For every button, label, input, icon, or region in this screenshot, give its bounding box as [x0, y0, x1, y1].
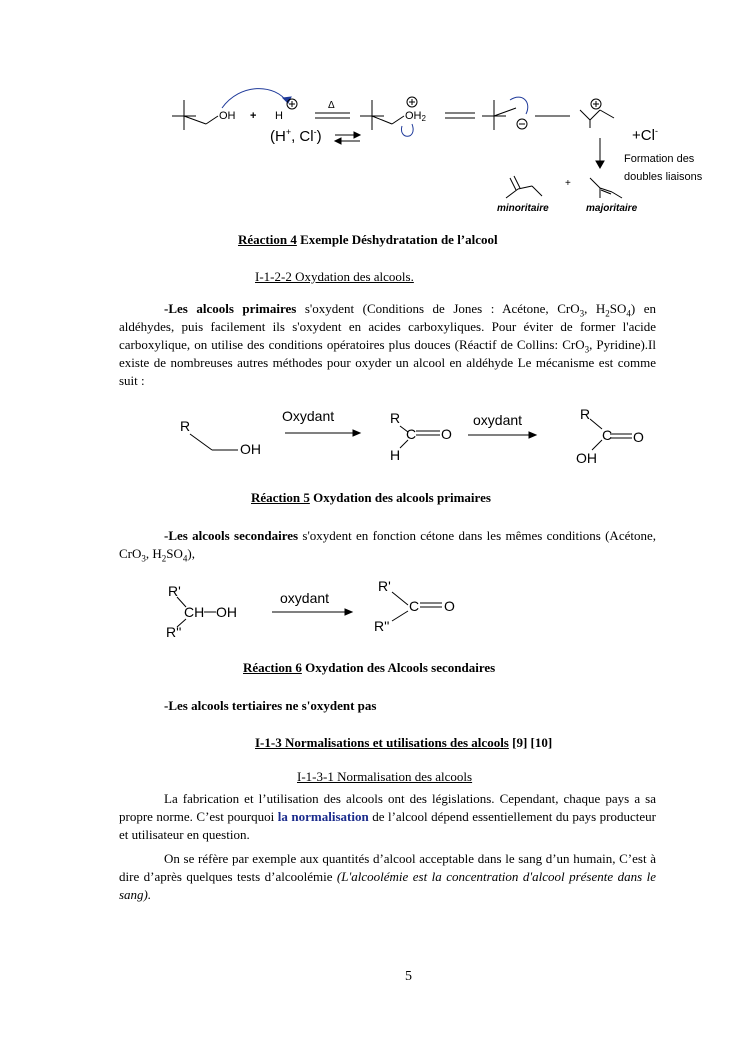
- svg-text:(H+, Cl-): (H+, Cl-): [270, 127, 322, 145]
- paragraph-normalisation-1: La fabrication et l’utilisation des alcools ont des législations. Cependant, chaque pays a sa propre norme. C’est pourquoi la normalisation de l’alcool dépend essentiellement du pays producteur et utilisateur en question.: [119, 791, 656, 842]
- svg-text:majoritaire: majoritaire: [586, 203, 638, 214]
- section-heading-1-1-3-1: I-1-3-1 Normalisation des alcools: [297, 769, 473, 784]
- reaction4-scheme: [160, 78, 703, 218]
- svg-text:Formation des: Formation des: [624, 153, 695, 165]
- svg-text:H: H: [390, 447, 401, 463]
- tertiary-alcohols-note: -Les alcools tertiaires ne s'oxydent pas: [164, 698, 377, 713]
- paragraph-primary-alcohols: -Les alcools primaires s'oxydent (Conditions de Jones : Acétone, CrO$_3$, $H_2SO_4$) en aldéhydes, puis facilement ils s'oxydent en acides carboxyliques. Pour éviter de former l'acide carboxylique, on utilise des conditions opératoires plus douces (Réactif de Collins: CrO$_3$, Pyridine).Il existe de nombreuses autres méthodes pour oxyder un alcool en aldéhyde Le mécanisme est comme suit :: [119, 301, 656, 388]
- svg-text:+Cl-: +Cl-: [632, 126, 658, 144]
- svg-text:minoritaire: minoritaire: [497, 203, 549, 214]
- page-number: 5: [405, 969, 412, 984]
- paragraph-secondary-alcohols: -Les alcools secondaires s'oxydent en fonction cétone dans les mêmes conditions (Acétone, CrO$_3$, $H_2SO_4$),: [119, 528, 656, 564]
- svg-text:O: O: [444, 598, 455, 614]
- svg-text:Oxydant: Oxydant: [282, 408, 335, 424]
- svg-text:C: C: [406, 426, 417, 442]
- svg-text:H: H: [275, 110, 283, 122]
- svg-text:CH: CH: [184, 604, 205, 620]
- svg-text:OH: OH: [240, 441, 261, 457]
- svg-text:O: O: [441, 426, 452, 442]
- svg-text:R'': R'': [374, 618, 390, 634]
- reaction6-caption: Réaction 6 Oxydation des Alcools secondaires: [243, 660, 496, 675]
- svg-text:C: C: [409, 598, 420, 614]
- svg-text:R: R: [580, 406, 591, 422]
- svg-text:Δ: Δ: [328, 100, 335, 111]
- svg-text:R': R': [378, 578, 391, 594]
- svg-text:O: O: [633, 429, 644, 445]
- svg-text:oxydant: oxydant: [473, 412, 523, 428]
- svg-text:+: +: [250, 110, 257, 122]
- reaction5-caption: Réaction 5 Oxydation des alcools primaires: [251, 490, 491, 505]
- svg-text:OH2: OH2: [405, 110, 426, 123]
- svg-text:R: R: [180, 418, 191, 434]
- svg-text:OH: OH: [219, 110, 236, 122]
- svg-text:OH: OH: [576, 450, 597, 466]
- section-heading-1-1-3: I-1-3 Normalisations et utilisations des alcools [9] [10]: [255, 735, 553, 750]
- reaction5-scheme: [170, 404, 660, 474]
- svg-text:oxydant: oxydant: [280, 590, 330, 606]
- svg-text:R': R': [168, 583, 181, 599]
- svg-text:R'': R'': [166, 624, 182, 640]
- reaction6-scheme: [160, 575, 480, 645]
- svg-text:R: R: [390, 410, 401, 426]
- section-heading-1-1-2-2: I-1-2-2 Oxydation des alcools.: [255, 269, 414, 284]
- svg-text:+: +: [565, 178, 571, 189]
- svg-text:OH: OH: [216, 604, 237, 620]
- svg-text:doubles liaisons: doubles liaisons: [624, 171, 703, 183]
- reaction4-caption: Réaction 4 Exemple Déshydratation de l’alcool: [238, 232, 498, 247]
- paragraph-normalisation-2: On se réfère par exemple aux quantités d’alcool acceptable dans le sang d’un humain, C’est à dire d’après quelques tests d’alcoolémie (L'alcoolémie est la concentration d'alcool présente dans le sang).: [119, 851, 656, 902]
- svg-text:C: C: [602, 427, 613, 443]
